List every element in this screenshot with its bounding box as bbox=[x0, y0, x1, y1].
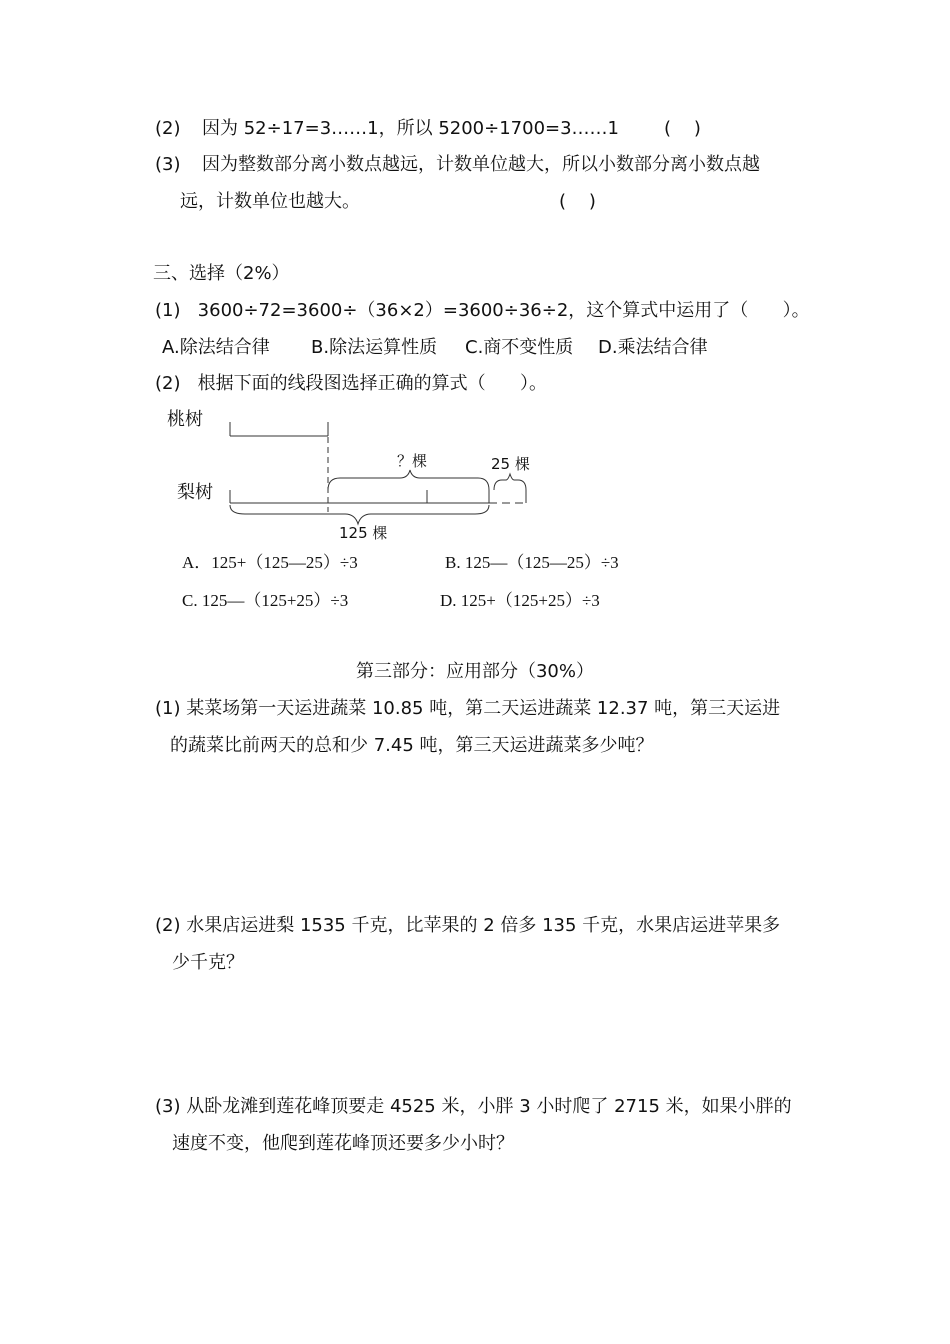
choice-q2-option-d: D. 125+（125+25）÷3 bbox=[440, 591, 600, 610]
application-q3-line1: (3) 从卧龙滩到莲花峰顶要走 4525 米，小胖 3 小时爬了 2715 米，如果小胖的 bbox=[155, 1096, 792, 1117]
judge-q2-text: 因为 52÷17=3……1，所以 5200÷1700=3……1 bbox=[202, 118, 620, 139]
application-heading: 第三部分：应用部分（30%） bbox=[355, 661, 594, 682]
unknown-brace bbox=[328, 470, 489, 490]
choice-q2-option-a: A．125+（125—25）÷3 bbox=[182, 553, 358, 572]
choice-q1-option-b: B.除法运算性质 bbox=[311, 337, 438, 358]
diff-brace bbox=[494, 474, 526, 490]
application-q2-line2: 少千克？ bbox=[172, 952, 244, 973]
choice-q1-option-d: D.乘法结合律 bbox=[598, 337, 708, 358]
choice-q2-option-c: C. 125—（125+25）÷3 bbox=[182, 591, 349, 610]
judge-q3-answer-paren: ( ) bbox=[559, 191, 596, 212]
application-q1-line2: 的蔬菜比前两天的总和少 7.45 吨，第三天运进蔬菜多少吨？ bbox=[170, 735, 654, 756]
choice-q1-option-a: A.除法结合律 bbox=[162, 337, 270, 358]
total-count-label: 125 棵 bbox=[339, 524, 388, 542]
judge-q3-line2: 远，计数单位也越大。 bbox=[180, 191, 360, 212]
judge-q2-number: (2) bbox=[155, 118, 181, 139]
choice-q2-option-b: B. 125—（125—25）÷3 bbox=[445, 553, 619, 572]
judge-q3-number: (3) bbox=[155, 154, 181, 175]
application-q1-line1: (1) 某菜场第一天运进蔬菜 10.85 吨，第二天运进蔬菜 12.37 吨，第三天运进 bbox=[155, 698, 781, 719]
pear-tree-label: 梨树 bbox=[177, 482, 213, 503]
peach-tree-label: 桃树 bbox=[167, 409, 203, 430]
choice-heading: 三、选择（2%） bbox=[153, 263, 290, 284]
difference-label: 25 棵 bbox=[491, 455, 530, 473]
choice-q2-text: (2) 根据下面的线段图选择正确的算式（ ）。 bbox=[155, 373, 547, 394]
judge-q2-answer-paren: ( ) bbox=[664, 118, 701, 139]
application-q2-line1: (2) 水果店运进梨 1535 千克，比苹果的 2 倍多 135 千克，水果店运进苹果多 bbox=[155, 915, 781, 936]
choice-q1-text: (1) 3600÷72=3600÷（36×2）=3600÷36÷2，这个算式中运用了（ ）。 bbox=[155, 300, 810, 321]
unknown-count-label: ？棵 bbox=[397, 452, 428, 470]
choice-q1-option-c: C.商不变性质 bbox=[465, 337, 574, 358]
line-segment-diagram bbox=[0, 400, 950, 540]
application-q3-line2: 速度不变，他爬到莲花峰顶还要多少小时？ bbox=[172, 1133, 514, 1154]
judge-q3-line1: 因为整数部分离小数点越远，计数单位越大，所以小数部分离小数点越 bbox=[202, 154, 760, 175]
